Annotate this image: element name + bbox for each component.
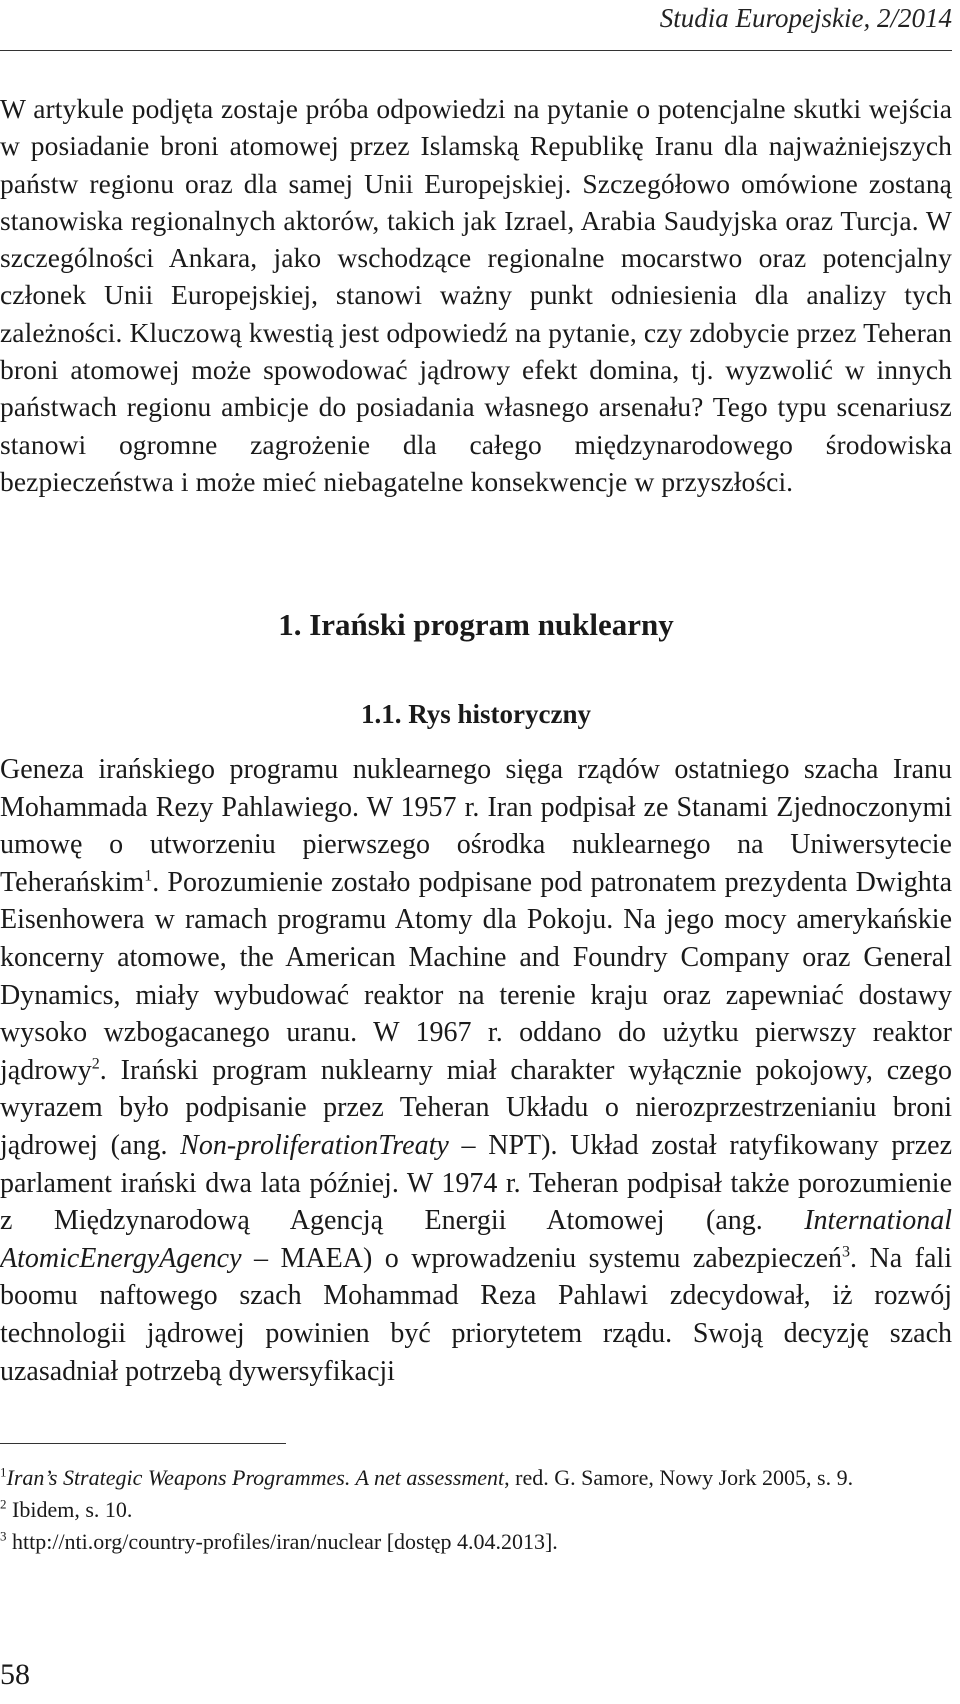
page-number: 58 <box>0 1658 30 1691</box>
footnote-text[interactable]: http://nti.org/country-profiles/iran/nuclear [dostęp 4.04.2013]. <box>6 1529 558 1554</box>
body-text-segment: . Irański program nuklearny miał charakter wyłącznie pokojowy, czego wyrazem było podpisanie przez Teheran Układu o nierozprzestrzenianiu broni jądrowej (ang. <box>0 1054 952 1161</box>
subsection-heading: 1.1. Rys historyczny <box>360 699 592 729</box>
body-text-segment: – NPT). Układ został ratyfikowany przez parlament irański dwa lata później. W 1974 r. Teheran podpisał także porozumienie z Międzynarodową Agencją Energii Atomowej (ang. <box>0 1129 952 1237</box>
footnote-2 <box>0 1494 952 1526</box>
body-text-segment: . Porozumienie zostało podpisane pod patronatem prezydenta Dwighta Eisenhowera w ramach programu Atomy dla Pokoju. Na jego mocy amerykańskie koncerny atomowe, the American Machine and Foundry Company oraz General Dynamics, miały wybudować reaktor na terenie kraju oraz zapewniać dostawy wysoko wzbogacanego uranu. W 1967 r. oddano do użytku pierwszy reaktor jądrowy <box>0 866 952 1086</box>
italic-term: Non-proliferationTreaty <box>180 1129 449 1161</box>
section-heading: 1. Irański program nuklearny <box>278 607 674 642</box>
footnote-ref-2[interactable]: 2 <box>91 1055 100 1073</box>
footnote-1 <box>0 1462 952 1494</box>
footnote-text: , red. G. Samore, Nowy Jork 2005, s. 9. <box>504 1465 854 1490</box>
body-text-segment: . Na fali boomu naftowego szach Mohammad Reza Pahlawi zdecydował, iż rozwój technologii jądrowej powinien być priorytetem rządu. Swoją decyzję szach uzasadniał potrzebą dywersyfikacji <box>0 1242 952 1387</box>
footnote-text: Ibidem, s. 10. <box>6 1497 133 1522</box>
footnote-3 <box>0 1526 952 1558</box>
running-title: Studia Europejskie, 2/2014 <box>659 3 952 33</box>
footnote-number: 1 <box>0 1464 7 1480</box>
footnote-title: Iran’s Strategic Weapons Programmes. A net assessment <box>6 1465 505 1490</box>
header-divider <box>0 50 952 51</box>
footnote-ref-1[interactable]: 1 <box>144 867 153 885</box>
footnote-divider <box>0 1443 286 1444</box>
body-paragraph <box>0 751 952 1390</box>
footnotes <box>0 1462 952 1558</box>
footnote-number: 3 <box>0 1528 7 1544</box>
body-text-segment: – MAEA) o wprowadzeniu systemu zabezpieczeń <box>241 1242 843 1274</box>
italic-term: International AtomicEnergyAgency <box>0 1205 952 1274</box>
footnote-ref-3[interactable]: 3 <box>842 1243 851 1261</box>
abstract-paragraph: W artykule podjęta zostaje próba odpowiedzi na pytanie o potencjalne skutki wejścia w posiadanie broni atomowej przez Islamską Republikę Iranu dla najważniejszych państw regionu oraz dla samej Unii Europejskiej. Szczegółowo omówione zostaną stanowiska regionalnych aktorów, takich jak Izrael, Arabia Saudyjska oraz Turcja. W szczególności Ankara, jako wschodzące regionalne mocarstwo oraz potencjalny członek Unii Europejskiej, stanowi ważny punkt odniesienia dla analizy tych zależności. Kluczową kwestią jest odpowiedź na pytanie, czy zdobycie przez Teheran broni atomowej może spowodować jądrowy efekt domina, tj. wyzwolić w innych państwach regionu ambicje do posiadania własnego arsenału? Tego typu scenariusz stanowi ogromne zagrożenie dla całego międzynarodowego środowiska bezpieczeństwa i może mieć niebagatelne konsekwencje w przyszłości. <box>0 93 952 497</box>
footnote-number: 2 <box>0 1496 7 1512</box>
body-text-segment: Geneza irańskiego programu nuklearnego sięga rządów ostatniego szacha Iranu Mohammada Rezy Pahlawiego. W 1957 r. Iran podpisał ze Stanami Zjednoczonymi umowę o utworzeniu pierwszego ośrodka nuklearnego na Uniwersytecie Teherańskim <box>0 754 952 898</box>
